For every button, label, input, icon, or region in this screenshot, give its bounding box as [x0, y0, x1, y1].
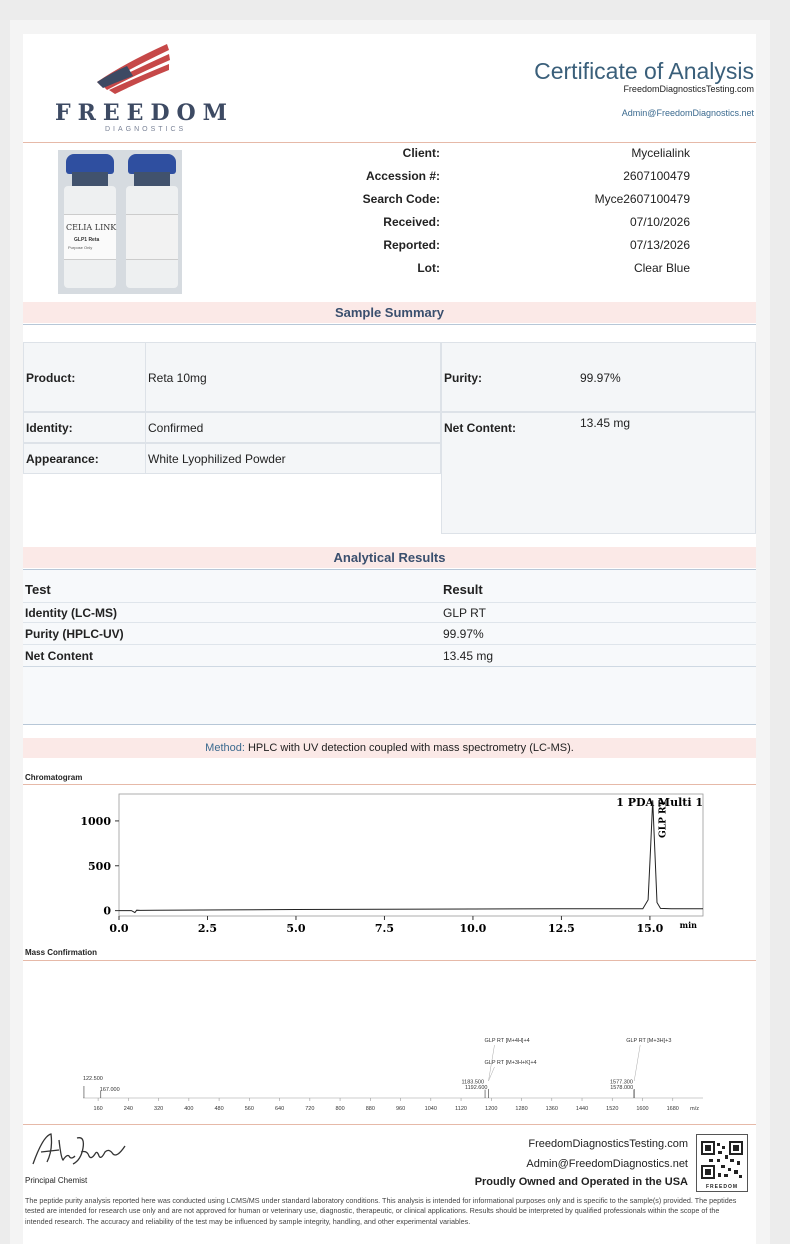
- header-email[interactable]: Admin@FreedomDiagnostics.net: [621, 108, 754, 118]
- footer-website[interactable]: FreedomDiagnosticsTesting.com: [528, 1138, 688, 1150]
- flag-icon: [93, 42, 173, 94]
- x-tick-label: 880: [365, 1106, 375, 1112]
- method-label: Method:: [205, 742, 245, 754]
- x-tick-label: 1200: [485, 1106, 498, 1112]
- disclaimer-text: The peptide purity analysis reported here was conducted using LCMS/MS under standard laboratory conditions. This analysis is intended for informational purposes only and is specific to the sample(s) provided. The peptides tested are intended for research use only and are not approved for human or veterinary use, diagnostic, therapeutic, or clinical applications. Results should be interpreted by qualified professionals within the scope of the intended research. The accuracy and reliability of the test may be influenced by sample integrity, handling, and other experimental variables.: [25, 1196, 737, 1226]
- info-row-search-code: Search Code: Myce2607100479: [362, 192, 690, 206]
- x-tick-label: 10.0: [459, 922, 487, 935]
- peak-value-label: 122.500: [82, 1076, 103, 1082]
- col-header-result: Result: [443, 582, 483, 597]
- y-tick-label: 1000: [80, 814, 111, 828]
- signature-image: [29, 1130, 129, 1170]
- peak-value-label: 1577.300: [609, 1079, 633, 1086]
- summary-appearance-cell: Appearance: White Lyophilized Powder: [23, 443, 441, 474]
- peak-value-label: 1192.600: [464, 1085, 488, 1091]
- y-tick-label: 0: [103, 904, 111, 918]
- footer-divider: [23, 1124, 756, 1125]
- section-divider: [23, 960, 756, 961]
- summary-net-content-cell: Net Content: 13.45 mg: [441, 412, 756, 534]
- x-tick-label: 1440: [575, 1106, 589, 1112]
- qr-code[interactable]: [696, 1134, 748, 1192]
- ion-annotation: GLP RT [M+3H]+3: [626, 1038, 672, 1044]
- annotation-leader: [488, 1067, 494, 1081]
- peak-label: GLP RT: [658, 800, 669, 838]
- peak-value-label: 1183.500: [461, 1079, 485, 1086]
- x-tick-label: 800: [335, 1106, 345, 1112]
- x-tick-label: 1040: [424, 1106, 437, 1112]
- annotation-leader: [634, 1045, 640, 1081]
- vial-label-text: CELIA LINK: [66, 223, 117, 232]
- table-row: Purity (HPLC-UV) 99.97%: [23, 624, 756, 645]
- x-tick-label: 240: [123, 1106, 133, 1112]
- analytical-results-heading: Analytical Results: [23, 547, 756, 568]
- section-divider: [23, 784, 756, 785]
- sample-summary-heading: Sample Summary: [23, 302, 756, 323]
- x-tick-label: 480: [214, 1106, 224, 1112]
- x-tick-label: 320: [154, 1106, 164, 1112]
- peak-value-label: 167.000: [99, 1086, 120, 1093]
- mass-spectrum-chart: [23, 964, 756, 1114]
- summary-product-cell: Product: Reta 10mg: [23, 342, 441, 412]
- x-tick-label: 1600: [636, 1106, 649, 1112]
- x-tick-label: 560: [244, 1106, 254, 1112]
- qr-caption: FREEDOM: [706, 1184, 738, 1190]
- info-row-reported: Reported: 07/13/2026: [383, 238, 690, 252]
- x-tick-label: 720: [305, 1106, 315, 1112]
- header-divider: [23, 142, 756, 143]
- sample-summary-grid: [23, 342, 756, 534]
- table-row: Identity (LC-MS) GLP RT: [23, 602, 756, 623]
- chromatogram-title: Chromatogram: [25, 773, 83, 782]
- freedom-logo: [53, 42, 233, 132]
- col-header-test: Test: [25, 582, 51, 597]
- x-tick-label: 160: [93, 1106, 103, 1112]
- mass-confirmation-title: Mass Confirmation: [25, 948, 98, 957]
- peak-value-label: 1578.000: [610, 1085, 634, 1091]
- info-row-received: Received: 07/10/2026: [383, 215, 690, 229]
- method-text: HPLC with UV detection coupled with mass spectrometry (LC-MS).: [244, 742, 574, 754]
- x-tick-label: 960: [395, 1106, 406, 1112]
- logo-wordmark: FREEDOM: [55, 100, 235, 126]
- info-row-lot: Lot: Clear Blue: [417, 261, 690, 275]
- x-tick-label: 5.0: [286, 922, 306, 935]
- x-tick-label: 0.0: [109, 922, 129, 935]
- x-tick-label: 1680: [666, 1106, 679, 1112]
- x-tick-label: 7.5: [374, 922, 395, 935]
- ion-annotation: GLP RT [M+4H]+4: [484, 1038, 530, 1044]
- vial-label-fine: Purpose Only: [68, 245, 93, 250]
- x-tick-label: 1360: [545, 1106, 558, 1112]
- table-row: Net Content 13.45 mg: [23, 646, 756, 667]
- footer-tagline: Proudly Owned and Operated in the USA: [474, 1176, 688, 1188]
- plot-frame: [119, 794, 703, 916]
- summary-identity-cell: Identity: Confirmed: [23, 412, 441, 443]
- chromatogram-trace: [119, 800, 703, 912]
- x-tick-label: 1120: [455, 1106, 467, 1112]
- x-tick-label: 12.5: [548, 922, 575, 935]
- chromatogram-chart: [23, 786, 756, 946]
- footer-email[interactable]: Admin@FreedomDiagnostics.net: [526, 1158, 688, 1170]
- x-axis-label: min: [679, 920, 697, 930]
- x-axis-label: m/z: [690, 1106, 699, 1112]
- x-tick-label: 400: [184, 1106, 194, 1112]
- summary-purity-cell: Purity: 99.97%: [441, 342, 756, 412]
- x-tick-label: 15.0: [636, 922, 664, 935]
- header-website[interactable]: FreedomDiagnosticsTesting.com: [623, 84, 754, 94]
- signer-role: Principal Chemist: [25, 1176, 88, 1185]
- x-tick-label: 640: [274, 1106, 285, 1112]
- info-row-accession: Accession #: 2607100479: [365, 169, 690, 183]
- x-tick-label: 1520: [606, 1106, 619, 1112]
- band-divider: [23, 324, 756, 325]
- y-tick-label: 500: [88, 859, 111, 873]
- x-tick-label: 1280: [515, 1106, 528, 1112]
- page-background: [10, 20, 770, 1244]
- qr-code-icon: [697, 1137, 747, 1183]
- chart-title: 1 PDA Multi 1: [616, 796, 703, 809]
- method-banner: [23, 738, 756, 758]
- document-title: Certificate of Analysis: [534, 58, 754, 84]
- logo-subtitle: DIAGNOSTICS: [105, 126, 187, 133]
- info-row-client: Client: Mycelialink: [402, 146, 690, 160]
- vial-label-sub: GLP1 Reta: [74, 237, 100, 243]
- x-tick-label: 2.5: [197, 922, 218, 935]
- ion-annotation: GLP RT [M+3H+K]+4: [484, 1060, 537, 1066]
- certificate-sheet: [23, 34, 756, 1244]
